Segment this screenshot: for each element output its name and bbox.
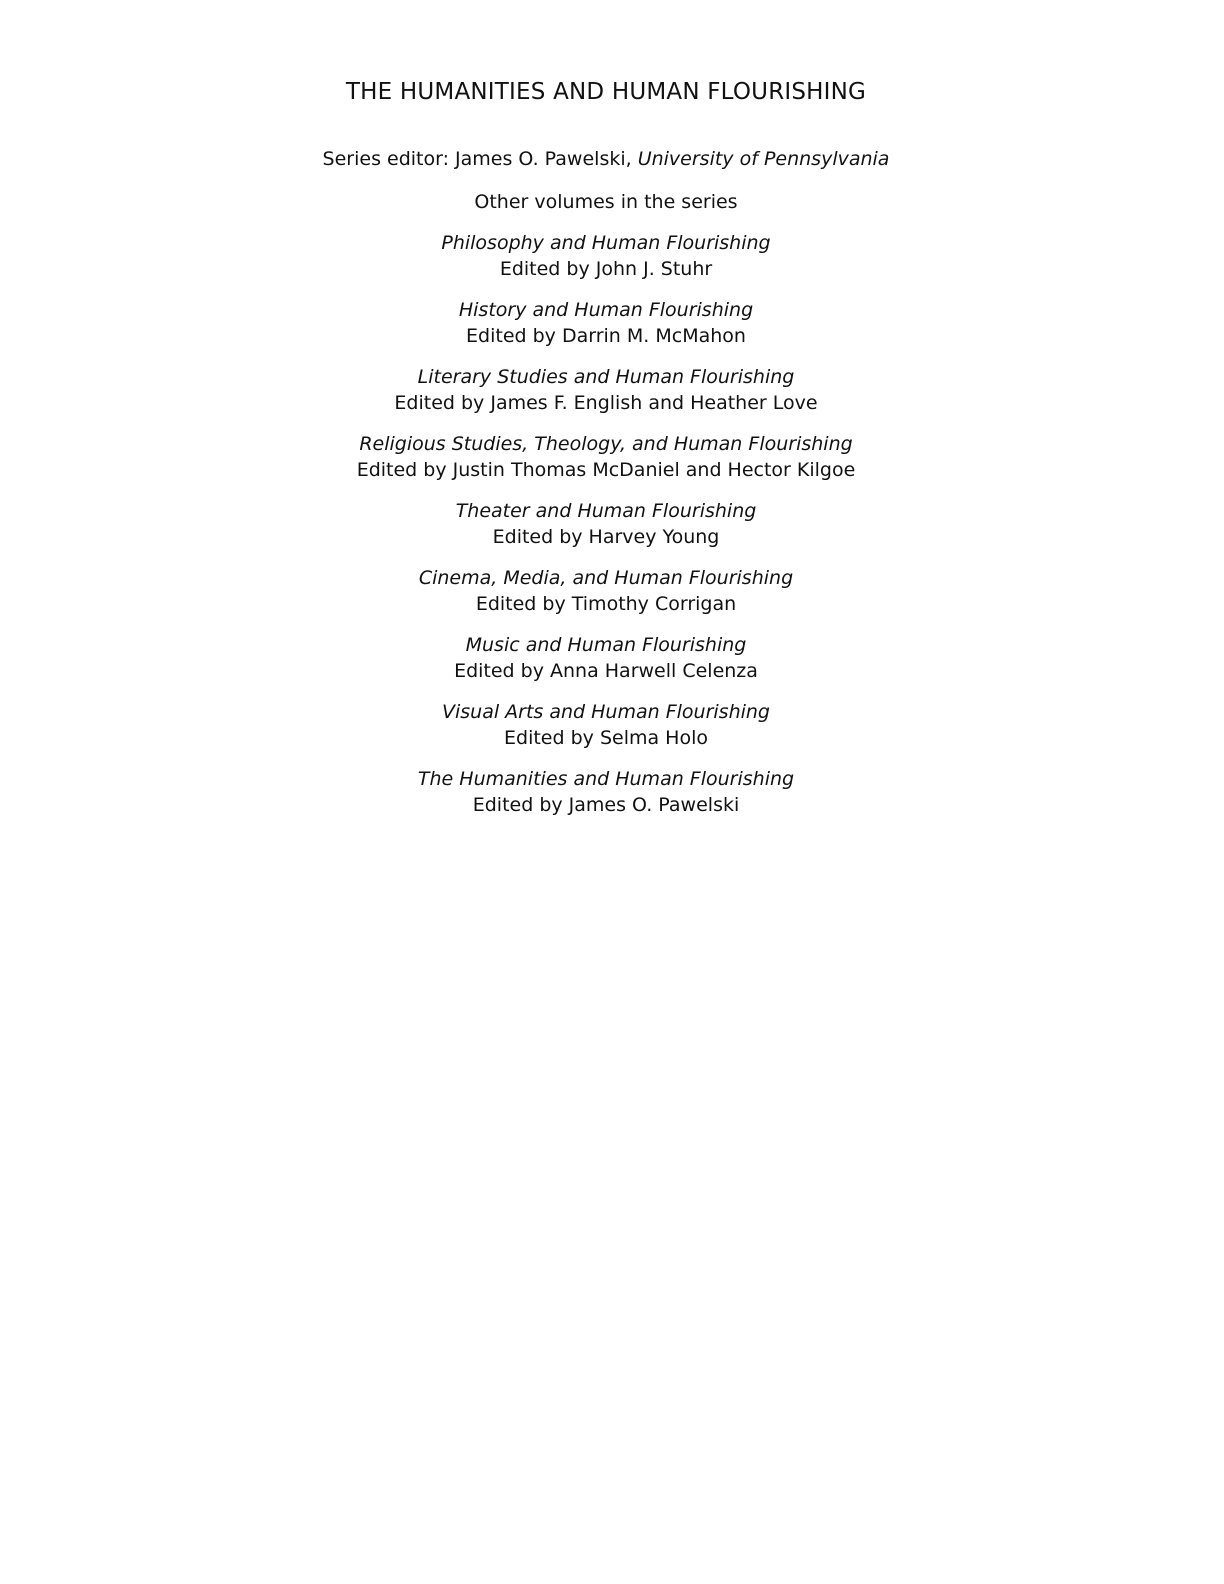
volume-editor: Edited by Darrin M. McMahon (466, 325, 746, 347)
volume-title: Religious Studies, Theology, and Human Flourishing (359, 433, 853, 455)
series-title: THE HUMANITIES AND HUMAN FLOURISHING (345, 79, 867, 105)
volume-editor: Edited by Timothy Corrigan (475, 593, 737, 615)
volume-entry (0, 364, 1212, 416)
volume-entry (0, 230, 1212, 282)
series-editor-line (0, 146, 1212, 172)
volume-editor: Edited by Anna Harwell Celenza (454, 660, 758, 682)
volume-title: Philosophy and Human Flourishing (441, 232, 771, 254)
other-volumes-heading: Other volumes in the series (474, 191, 738, 213)
series-editor-affiliation: University of Pennsylvania (637, 148, 890, 170)
volume-list (0, 230, 1212, 818)
volume-title: Cinema, Media, and Human Flourishing (418, 567, 794, 589)
series-page-content (0, 76, 1212, 833)
volume-title: Theater and Human Flourishing (455, 500, 757, 522)
volume-editor: Edited by Justin Thomas McDaniel and Hector Kilgoe (356, 459, 856, 481)
volume-title: Visual Arts and Human Flourishing (441, 701, 770, 723)
volume-title: History and Human Flourishing (458, 299, 754, 321)
volume-editor: Edited by Selma Holo (504, 727, 708, 749)
volume-editor: Edited by Harvey Young (492, 526, 720, 548)
volume-entry (0, 297, 1212, 349)
volume-title: Music and Human Flourishing (465, 634, 747, 656)
volume-editor: Edited by John J. Stuhr (499, 258, 713, 280)
series-editor-name: Series editor: James O. Pawelski, (322, 148, 638, 170)
volume-editor: Edited by James F. English and Heather Love (394, 392, 818, 414)
volume-title: The Humanities and Human Flourishing (417, 768, 795, 790)
volume-editor: Edited by James O. Pawelski (472, 794, 740, 816)
volume-entry (0, 699, 1212, 751)
volume-title: Literary Studies and Human Flourishing (417, 366, 795, 388)
volume-entry (0, 632, 1212, 684)
volume-entry (0, 431, 1212, 483)
volume-entry (0, 766, 1212, 818)
volume-entry (0, 565, 1212, 617)
volume-entry (0, 498, 1212, 550)
